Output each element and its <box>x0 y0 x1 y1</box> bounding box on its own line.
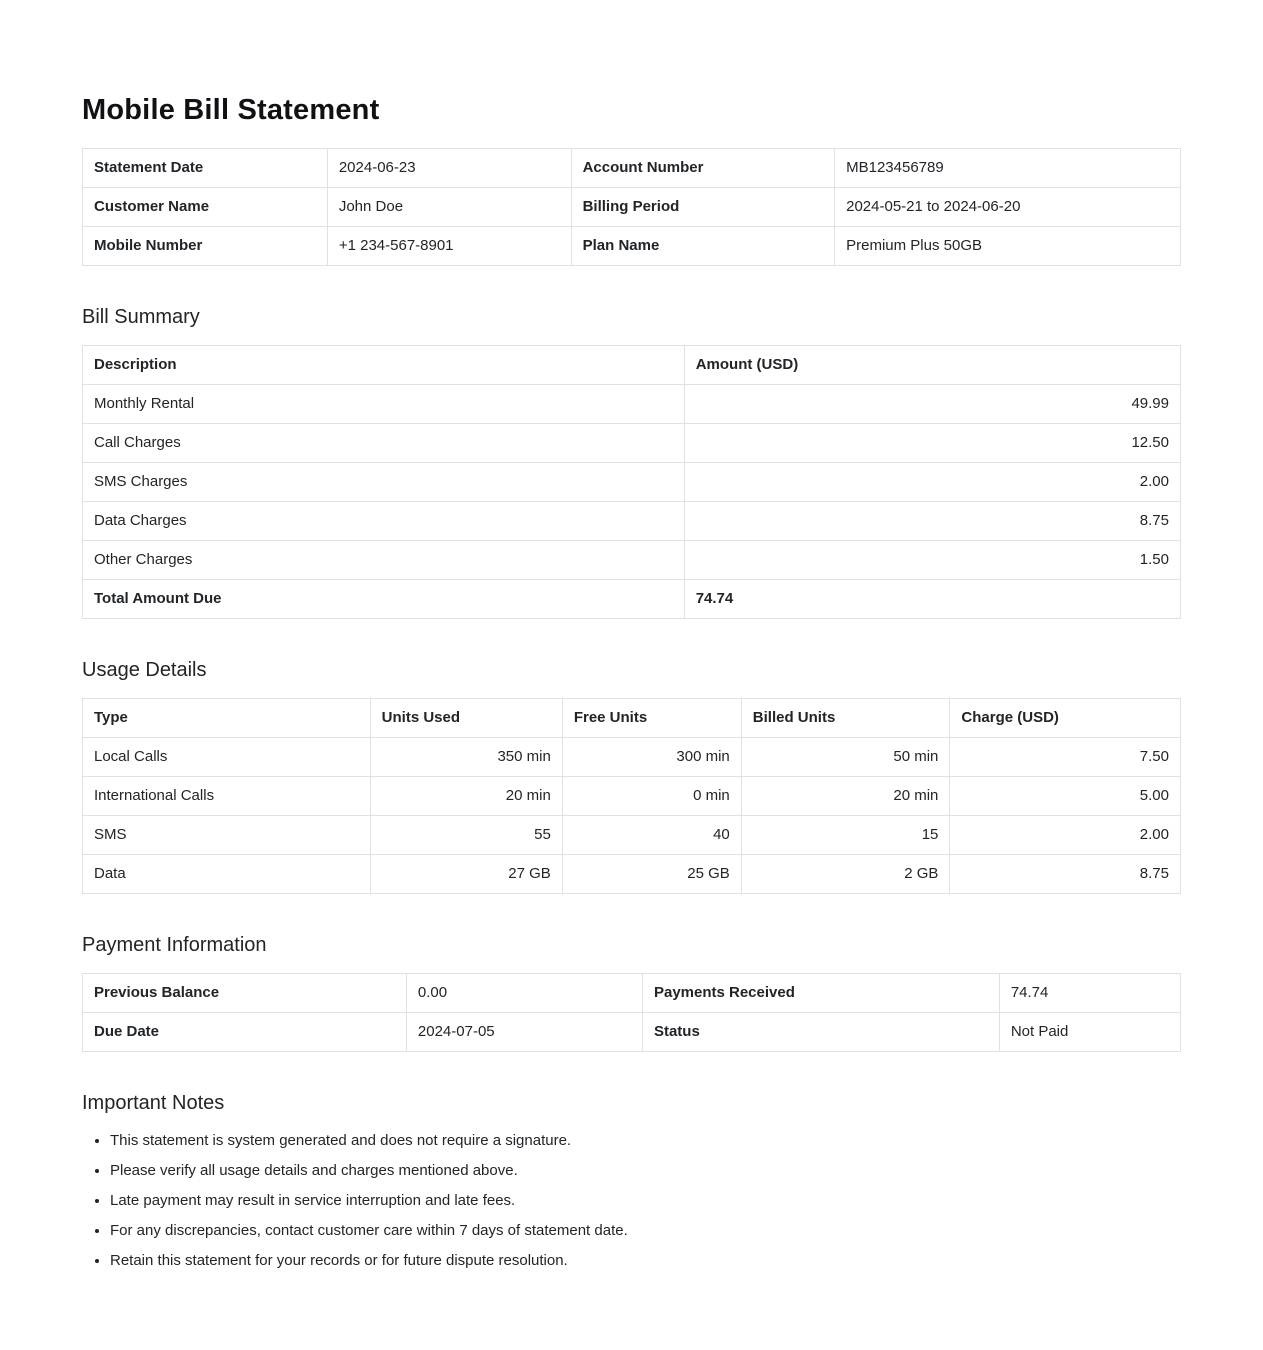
note-item: • This statement is system generated and does not require a signature. <box>110 1131 1181 1151</box>
table-row <box>83 463 1181 502</box>
total-amount-due-label: Total Amount Due <box>83 580 685 619</box>
charge-description: Call Charges <box>83 424 685 463</box>
billed-units-column-header: Billed Units <box>741 699 950 738</box>
total-row <box>83 580 1181 619</box>
total-amount-due-value: 74.74 <box>684 580 1180 619</box>
table-row <box>83 502 1181 541</box>
note-item: • Retain this statement for your records or for future dispute resolution. <box>110 1251 1181 1271</box>
status-value: Not Paid <box>999 1013 1180 1052</box>
table-row <box>83 227 1181 266</box>
table-row <box>83 188 1181 227</box>
statement-date-value: 2024-06-23 <box>327 149 571 188</box>
charge-description: SMS Charges <box>83 463 685 502</box>
table-row <box>83 541 1181 580</box>
mobile-number-value: +1 234-567-8901 <box>327 227 571 266</box>
table-row <box>83 424 1181 463</box>
billed-units-value: 15 <box>741 816 950 855</box>
usage-type: Local Calls <box>83 738 371 777</box>
payment-information-table <box>82 973 1181 1052</box>
charge-amount: 12.50 <box>684 424 1180 463</box>
note-item: • For any discrepancies, contact customer care within 7 days of statement date. <box>110 1221 1181 1241</box>
billed-units-value: 2 GB <box>741 855 950 894</box>
usage-charge-value: 5.00 <box>950 777 1181 816</box>
previous-balance-value: 0.00 <box>406 974 642 1013</box>
due-date-label: Due Date <box>83 1013 407 1052</box>
note-item: • Late payment may result in service interruption and late fees. <box>110 1191 1181 1211</box>
bill-summary-table <box>82 345 1181 619</box>
usage-type: Data <box>83 855 371 894</box>
notes-list <box>82 1131 1181 1271</box>
account-info-table <box>82 148 1181 266</box>
customer-name-value: John Doe <box>327 188 571 227</box>
usage-charge-value: 7.50 <box>950 738 1181 777</box>
bill-summary-heading: Bill Summary <box>82 306 200 329</box>
important-notes-section <box>82 1090 1181 1271</box>
free-units-value: 25 GB <box>562 855 741 894</box>
billing-period-value: 2024-05-21 to 2024-06-20 <box>835 188 1181 227</box>
charge-description: Data Charges <box>83 502 685 541</box>
table-row <box>83 149 1181 188</box>
billed-units-value: 50 min <box>741 738 950 777</box>
charge-amount: 1.50 <box>684 541 1180 580</box>
units-used-column-header: Units Used <box>370 699 562 738</box>
charge-amount: 2.00 <box>684 463 1180 502</box>
table-row <box>83 738 1181 777</box>
units-used-value: 350 min <box>370 738 562 777</box>
units-used-value: 20 min <box>370 777 562 816</box>
account-number-label: Account Number <box>571 149 835 188</box>
table-row <box>83 385 1181 424</box>
charge-column-header: Charge (USD) <box>950 699 1181 738</box>
amount-column-header: Amount (USD) <box>684 346 1180 385</box>
usage-details-heading: Usage Details <box>82 659 207 682</box>
payment-information-heading: Payment Information <box>82 934 267 957</box>
usage-charge-value: 2.00 <box>950 816 1181 855</box>
description-column-header: Description <box>83 346 685 385</box>
table-row <box>83 855 1181 894</box>
plan-name-label: Plan Name <box>571 227 835 266</box>
free-units-value: 0 min <box>562 777 741 816</box>
billing-period-label: Billing Period <box>571 188 835 227</box>
usage-details-section <box>82 657 1181 894</box>
statement-date-label: Statement Date <box>83 149 328 188</box>
table-row <box>83 974 1181 1013</box>
page-title: Mobile Bill Statement <box>82 94 380 126</box>
usage-details-table <box>82 698 1181 894</box>
customer-name-label: Customer Name <box>83 188 328 227</box>
units-used-value: 55 <box>370 816 562 855</box>
payment-information-section <box>82 932 1181 1052</box>
free-units-column-header: Free Units <box>562 699 741 738</box>
table-row <box>83 1013 1181 1052</box>
bill-summary-section <box>82 304 1181 619</box>
plan-name-value: Premium Plus 50GB <box>835 227 1181 266</box>
previous-balance-label: Previous Balance <box>83 974 407 1013</box>
account-number-value: MB123456789 <box>835 149 1181 188</box>
billed-units-value: 20 min <box>741 777 950 816</box>
usage-type: International Calls <box>83 777 371 816</box>
table-header-row <box>83 699 1181 738</box>
table-row <box>83 777 1181 816</box>
table-header-row <box>83 346 1181 385</box>
due-date-value: 2024-07-05 <box>406 1013 642 1052</box>
payments-received-value: 74.74 <box>999 974 1180 1013</box>
charge-description: Monthly Rental <box>83 385 685 424</box>
status-label: Status <box>642 1013 999 1052</box>
free-units-value: 40 <box>562 816 741 855</box>
type-column-header: Type <box>83 699 371 738</box>
payments-received-label: Payments Received <box>642 974 999 1013</box>
charge-description: Other Charges <box>83 541 685 580</box>
table-row <box>83 816 1181 855</box>
mobile-number-label: Mobile Number <box>83 227 328 266</box>
usage-type: SMS <box>83 816 371 855</box>
units-used-value: 27 GB <box>370 855 562 894</box>
important-notes-heading: Important Notes <box>82 1092 225 1115</box>
note-item: • Please verify all usage details and charges mentioned above. <box>110 1161 1181 1181</box>
charge-amount: 8.75 <box>684 502 1180 541</box>
free-units-value: 300 min <box>562 738 741 777</box>
usage-charge-value: 8.75 <box>950 855 1181 894</box>
charge-amount: 49.99 <box>684 385 1180 424</box>
